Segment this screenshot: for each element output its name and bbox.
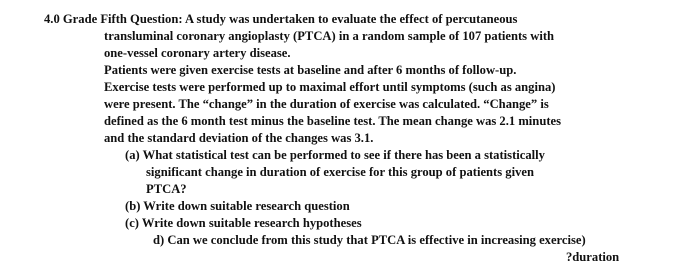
part-b: (b) Write down suitable research question: [125, 199, 350, 213]
question-first-line: [44, 11, 517, 27]
part-a-line-2: significant change in duration of exercise for this group of patients given: [146, 165, 534, 179]
part-a-line-3: PTCA?: [146, 182, 187, 196]
intro-line-1: A study was undertaken to evaluate the effect of percutaneous: [185, 12, 518, 26]
intro-line-3: one-vessel coronary artery disease.: [104, 46, 291, 60]
intro-line-2: transluminal coronary angioplasty (PTCA) in a random sample of 107 patients with: [104, 29, 555, 43]
part-d-line-2: ?duration: [566, 250, 620, 264]
part-a-line-1: (a) What statistical test can be performed to see if there has been a statistically: [125, 148, 545, 162]
body-line-1: Patients were given exercise tests at baseline and after 6 months of follow-up.: [104, 63, 517, 77]
body-line-3: were present. The “change” in the duration of exercise was calculated. “Change” is: [104, 97, 549, 111]
body-line-5: and the standard deviation of the changes was 3.1.: [104, 131, 374, 145]
question-number-label: 4.0 Grade Fifth Question:: [44, 12, 183, 26]
part-d-line-1: d) Can we conclude from this study that PTCA is effective in increasing exercise): [153, 233, 586, 247]
body-line-4: defined as the 6 month test minus the baseline test. The mean change was 2.1 minutes: [104, 114, 562, 128]
body-line-2: Exercise tests were performed up to maximal effort until symptoms (such as angina): [104, 80, 556, 94]
part-c: (c) Write down suitable research hypotheses: [125, 216, 362, 230]
